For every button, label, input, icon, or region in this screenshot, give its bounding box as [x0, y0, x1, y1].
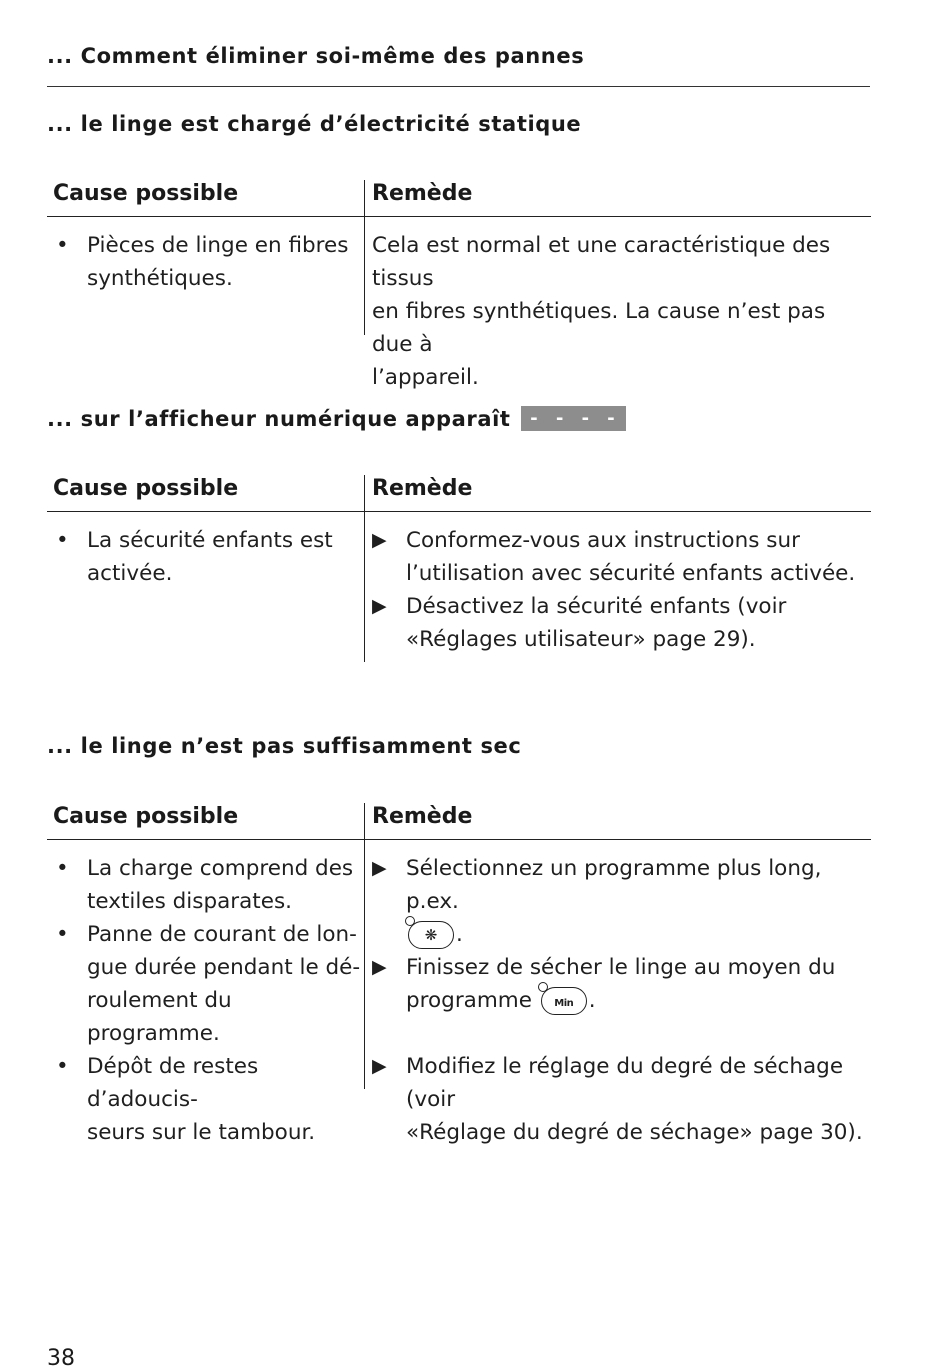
remedy-line — [406, 984, 872, 1017]
remedy-item — [372, 852, 872, 951]
cause-item — [47, 229, 361, 295]
cause-line: seurs sur le tambour. — [87, 1120, 316, 1145]
cause-line: activée. — [87, 561, 173, 586]
remedy-prefix: programme — [406, 988, 532, 1013]
remedy-item — [372, 524, 872, 590]
remedy-line: Finissez de sécher le linge au moyen du — [406, 955, 836, 980]
cause-line: gue durée pendant le dé- — [87, 955, 361, 980]
header-remedy: Remède — [372, 804, 473, 829]
header-remedy: Remède — [372, 476, 473, 501]
program-indicator-dot — [538, 982, 548, 992]
bullet-icon: • — [56, 922, 69, 947]
cause-column — [47, 524, 361, 590]
cause-line: Dépôt de restes d’adoucis- — [87, 1054, 259, 1112]
remedy-line: Cela est normal et une caractéristique des tissus — [372, 233, 831, 291]
remedy-line: l’appareil. — [372, 365, 479, 390]
section-title-display — [47, 406, 626, 431]
program-min-icon — [541, 987, 587, 1015]
bullet-icon: • — [56, 1054, 69, 1079]
arrow-right-icon: ▶ — [372, 529, 387, 551]
bullet-icon: • — [56, 856, 69, 881]
remedy-item — [372, 951, 872, 1017]
cause-line: roulement du programme. — [87, 988, 232, 1046]
remedy-suffix: . — [456, 922, 463, 947]
header-divider — [47, 86, 870, 87]
header-cause: Cause possible — [53, 181, 239, 206]
remedy-line: Désactivez la sécurité enfants (voir — [406, 594, 787, 619]
cause-item — [47, 524, 361, 590]
remedy-column — [372, 229, 872, 394]
cause-item — [47, 1050, 361, 1149]
remedy-line: «Réglage du degré de séchage» page 30). — [406, 1120, 863, 1145]
remedy-column — [372, 524, 872, 656]
remedy-line: «Réglages utilisateur» page 29). — [406, 627, 756, 652]
arrow-right-icon: ▶ — [372, 857, 387, 879]
cause-line: La charge comprend des — [87, 856, 354, 881]
table-not-dry — [47, 803, 871, 1145]
header-cause: Cause possible — [53, 804, 239, 829]
remedy-line: Sélectionnez un programme plus long, p.ex. — [406, 856, 822, 914]
cause-line: Panne de courant de lon- — [87, 922, 357, 947]
remedy-suffix: . — [588, 988, 596, 1013]
remedy-line — [406, 918, 872, 951]
bullet-icon: • — [56, 528, 69, 553]
remedy-item — [372, 590, 872, 656]
arrow-right-icon: ▶ — [372, 595, 387, 617]
remedy-line: Modifiez le réglage du degré de séchage (voir — [406, 1054, 844, 1112]
page-header-title: ... Comment éliminer soi-même des pannes — [47, 44, 585, 68]
section-title-text: ... sur l’afficheur numérique apparaît — [47, 407, 511, 431]
table-header — [47, 803, 871, 840]
section-title-not-dry: ... le linge n’est pas suffisamment sec — [47, 734, 522, 758]
page-number: 38 — [47, 1346, 75, 1371]
remedy-item — [372, 1050, 872, 1149]
bullet-icon: • — [56, 233, 69, 258]
section-title-static: ... le linge est chargé d’électricité statique — [47, 112, 582, 136]
table-header — [47, 180, 871, 217]
remedy-line: Conformez-vous aux instructions sur — [406, 528, 800, 553]
program-min-label: Min — [554, 998, 574, 1009]
cause-line: Pièces de linge en fibres — [87, 233, 349, 258]
display-code-badge: - - - - — [521, 406, 627, 431]
table-display — [47, 475, 871, 652]
column-divider — [364, 803, 365, 1089]
cause-line: textiles disparates. — [87, 889, 292, 914]
remedy-column — [372, 852, 872, 1149]
cause-item — [47, 918, 361, 1050]
header-remedy: Remède — [372, 181, 473, 206]
table-header — [47, 475, 871, 512]
remedy-line: l’utilisation avec sécurité enfants activée. — [406, 561, 856, 586]
arrow-right-icon: ▶ — [372, 1055, 387, 1077]
cause-column — [47, 229, 361, 295]
header-cause: Cause possible — [53, 476, 239, 501]
program-indicator-dot — [405, 916, 415, 926]
arrow-right-icon: ▶ — [372, 956, 387, 978]
cause-item — [47, 852, 361, 918]
program-dry-icon — [408, 921, 454, 949]
cause-line: synthétiques. — [87, 266, 233, 291]
cause-column — [47, 852, 361, 1149]
program-dry-glyph: ❋ — [424, 926, 438, 944]
cause-line: La sécurité enfants est — [87, 528, 333, 553]
remedy-line: en fibres synthétiques. La cause n’est pas due à — [372, 299, 826, 357]
table-static — [47, 180, 871, 390]
